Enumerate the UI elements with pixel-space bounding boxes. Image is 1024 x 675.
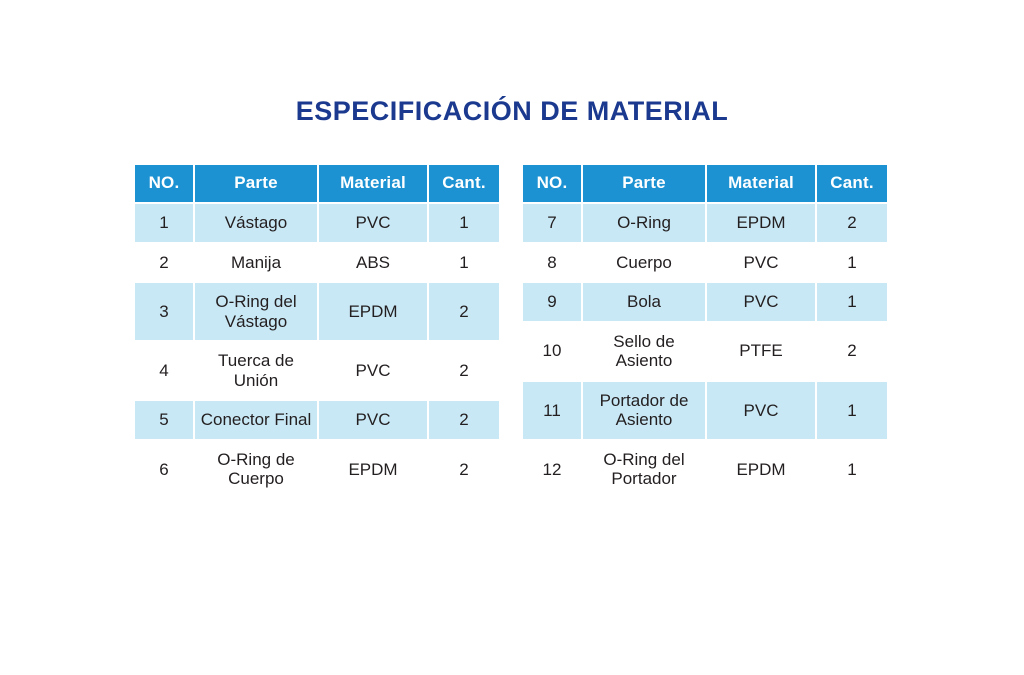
column-header-material: Material [319,165,427,202]
cell-no: 4 [135,342,193,399]
table-row [523,323,887,380]
cell-no: 5 [135,401,193,439]
cell-no: 6 [135,441,193,498]
cell-qty: 1 [817,244,887,282]
table-row [523,283,887,321]
cell-material: EPDM [707,441,815,498]
table-row [135,204,499,242]
cell-no: 12 [523,441,581,498]
cell-qty: 1 [817,382,887,439]
cell-qty: 2 [817,323,887,380]
cell-part: O-Ring del Vástago [195,283,317,340]
cell-part: Manija [195,244,317,282]
table-row [523,204,887,242]
cell-no: 1 [135,204,193,242]
table-row [523,244,887,282]
cell-material: EPDM [319,441,427,498]
column-header-material: Material [707,165,815,202]
cell-qty: 1 [817,283,887,321]
cell-material: PVC [707,244,815,282]
cell-part: O-Ring del Portador [583,441,705,498]
cell-part: Portador de Asiento [583,382,705,439]
table-row [523,441,887,498]
table-row [135,342,499,399]
cell-no: 3 [135,283,193,340]
cell-material: ABS [319,244,427,282]
table-header-row [523,165,887,202]
cell-part: Bola [583,283,705,321]
cell-part: Vástago [195,204,317,242]
spec-tables-container [133,163,893,500]
cell-material: PVC [707,283,815,321]
cell-no: 9 [523,283,581,321]
column-header-no: NO. [523,165,581,202]
table-row [523,382,887,439]
cell-material: PVC [319,401,427,439]
cell-qty: 1 [429,204,499,242]
cell-material: PTFE [707,323,815,380]
cell-material: PVC [707,382,815,439]
column-header-qty: Cant. [817,165,887,202]
column-header-part: Parte [195,165,317,202]
table-header-row [135,165,499,202]
page-title: ESPECIFICACIÓN DE MATERIAL [295,96,729,126]
material-spec-table-right [521,163,889,500]
table-row [135,283,499,340]
column-header-no: NO. [135,165,193,202]
cell-qty: 2 [817,204,887,242]
cell-no: 7 [523,204,581,242]
cell-qty: 2 [429,342,499,399]
cell-part: Tuerca de Unión [195,342,317,399]
table-row [135,401,499,439]
cell-qty: 2 [429,401,499,439]
cell-no: 10 [523,323,581,380]
column-header-part: Parte [583,165,705,202]
cell-material: EPDM [319,283,427,340]
material-spec-table-left [133,163,501,500]
cell-qty: 1 [817,441,887,498]
cell-no: 11 [523,382,581,439]
cell-material: PVC [319,204,427,242]
cell-qty: 2 [429,441,499,498]
cell-material: EPDM [707,204,815,242]
cell-part: O-Ring [583,204,705,242]
cell-part: Cuerpo [583,244,705,282]
cell-part: O-Ring de Cuerpo [195,441,317,498]
cell-material: PVC [319,342,427,399]
cell-no: 2 [135,244,193,282]
table-row [135,441,499,498]
cell-no: 8 [523,244,581,282]
table-row [135,244,499,282]
cell-qty: 1 [429,244,499,282]
cell-qty: 2 [429,283,499,340]
cell-part: Conector Final [195,401,317,439]
cell-part: Sello de Asiento [583,323,705,380]
column-header-qty: Cant. [429,165,499,202]
